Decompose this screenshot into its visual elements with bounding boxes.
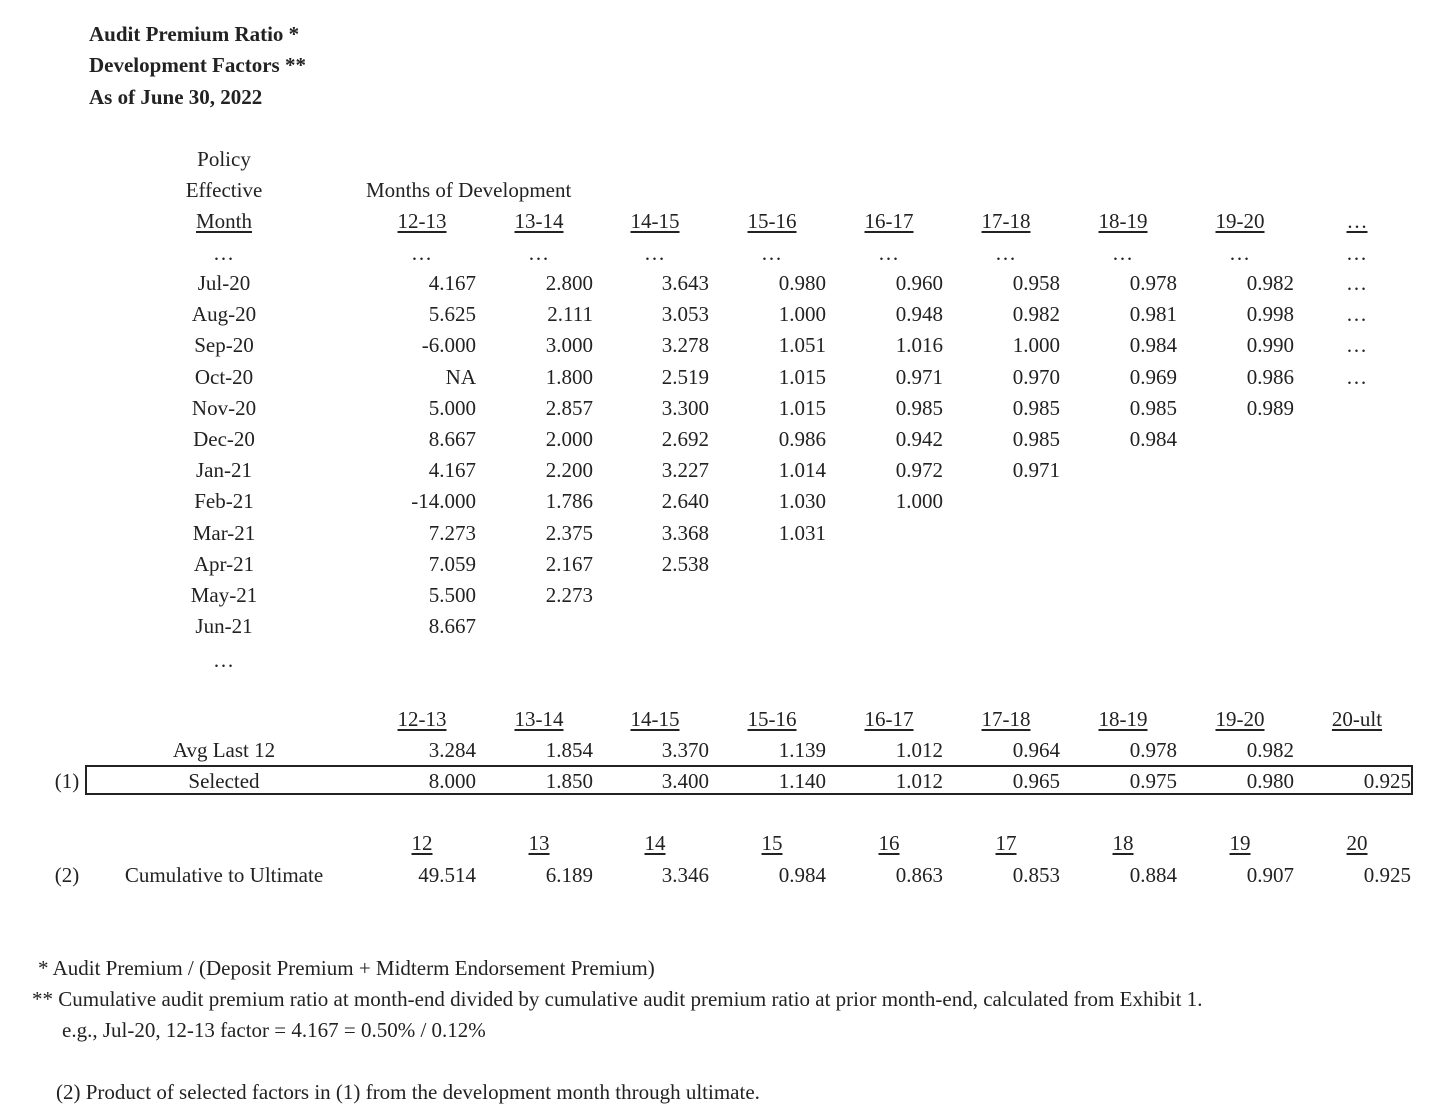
row-ellipsis-jul-20: … bbox=[1346, 271, 1368, 295]
row-ellipsis-aug-20: … bbox=[1346, 302, 1368, 327]
cell-aug-20-15-16: 1.000 bbox=[778, 302, 826, 327]
cumulative-column-header-17: 17 bbox=[995, 831, 1017, 855]
cumulative-column-header-20: 20 bbox=[1346, 831, 1368, 855]
column-header-19-20: 19-20 bbox=[1215, 209, 1265, 233]
avg-last-12-15-16: 1.139 bbox=[778, 738, 826, 762]
cell-jan-21-16-17: 0.972 bbox=[895, 458, 943, 483]
cell-jul-20-17-18: 0.958 bbox=[1012, 271, 1060, 295]
cumulative-row-marker: (2) bbox=[54, 863, 80, 887]
cumulative-column-header-18: 18 bbox=[1112, 831, 1134, 855]
selected-13-14: 1.850 bbox=[545, 769, 593, 793]
cell-nov-20-14-15: 3.300 bbox=[661, 395, 709, 420]
column-header-15-16: 15-16 bbox=[747, 209, 797, 233]
column-header-more: … bbox=[1346, 209, 1368, 233]
months-of-development-heading: Months of Development bbox=[366, 178, 572, 202]
cell-dec-20-14-15: 2.692 bbox=[661, 427, 709, 451]
avg-last-12-18-19: 0.978 bbox=[1129, 738, 1177, 762]
cell-mar-21-14-15: 3.368 bbox=[661, 520, 709, 545]
ellipsis-row-top-cell: … bbox=[644, 241, 666, 265]
cell-apr-21-14-15: 2.538 bbox=[661, 551, 709, 576]
cell-jul-20-13-14: 2.800 bbox=[545, 271, 593, 295]
avg-last-12-14-15: 3.370 bbox=[661, 738, 709, 762]
cell-jul-20-14-15: 3.643 bbox=[661, 271, 709, 295]
selected-14-15: 3.400 bbox=[661, 769, 709, 793]
cell-oct-20-18-19: 0.969 bbox=[1129, 364, 1177, 389]
avg-last-12-17-18: 0.964 bbox=[1012, 738, 1060, 762]
selected-17-18: 0.965 bbox=[1012, 769, 1060, 793]
cumulative-12: 49.514 bbox=[418, 863, 476, 887]
cell-nov-20-19-20: 0.989 bbox=[1246, 395, 1294, 420]
cell-dec-20-13-14: 2.000 bbox=[545, 427, 593, 451]
cell-jan-21-14-15: 3.227 bbox=[661, 458, 709, 483]
selected-16-17: 1.012 bbox=[895, 769, 943, 793]
title-line-2: Development Factors ** bbox=[89, 53, 306, 77]
cell-jan-21-17-18: 0.971 bbox=[1012, 458, 1060, 483]
footnote-cumulative: (2) Product of selected factors in (1) from the development month through ultimate. bbox=[56, 1080, 760, 1104]
cell-oct-20-14-15: 2.519 bbox=[661, 364, 709, 389]
ellipsis-row-top-cell: … bbox=[411, 241, 433, 265]
avg-last-12-label: Avg Last 12 bbox=[172, 738, 276, 762]
cell-aug-20-19-20: 0.998 bbox=[1246, 302, 1294, 327]
cumulative-19: 0.907 bbox=[1246, 863, 1294, 887]
cell-oct-20-12-13: NA bbox=[445, 364, 476, 389]
cell-nov-20-16-17: 0.985 bbox=[895, 395, 943, 420]
selected-20-ult: 0.925 bbox=[1363, 769, 1411, 793]
avg-last-12-19-20: 0.982 bbox=[1246, 738, 1294, 762]
cumulative-13: 6.189 bbox=[545, 863, 593, 887]
summary-column-header-15-16: 15-16 bbox=[747, 707, 797, 731]
cumulative-18: 0.884 bbox=[1129, 863, 1177, 887]
row-header-month: Month bbox=[195, 209, 253, 233]
summary-column-header-18-19: 18-19 bbox=[1098, 707, 1148, 731]
cumulative-column-header-15: 15 bbox=[761, 831, 783, 855]
cell-dec-20-18-19: 0.984 bbox=[1129, 427, 1177, 451]
summary-column-header-16-17: 16-17 bbox=[864, 707, 914, 731]
selected-row-marker: (1) bbox=[54, 769, 80, 793]
cell-sep-20-16-17: 1.016 bbox=[895, 333, 943, 358]
footnote-star: * Audit Premium / (Deposit Premium + Midterm Endorsement Premium) bbox=[38, 956, 655, 980]
cell-sep-20-18-19: 0.984 bbox=[1129, 333, 1177, 358]
cell-jul-20-15-16: 0.980 bbox=[778, 271, 826, 295]
cell-dec-20-15-16: 0.986 bbox=[778, 427, 826, 451]
selected-label: Selected bbox=[188, 769, 260, 793]
cell-sep-20-14-15: 3.278 bbox=[661, 333, 709, 358]
cumulative-15: 0.984 bbox=[778, 863, 826, 887]
cumulative-17: 0.853 bbox=[1012, 863, 1060, 887]
ellipsis-row-top-cell: … bbox=[761, 241, 783, 265]
row-label-jul-20: Jul-20 bbox=[197, 271, 251, 295]
summary-column-header-20-ult: 20-ult bbox=[1331, 707, 1383, 731]
row-label-nov-20: Nov-20 bbox=[191, 395, 257, 420]
cell-oct-20-16-17: 0.971 bbox=[895, 364, 943, 389]
avg-last-12-13-14: 1.854 bbox=[545, 738, 593, 762]
ellipsis-row-top-cell: … bbox=[995, 241, 1017, 265]
cell-mar-21-12-13: 7.273 bbox=[428, 520, 476, 545]
cumulative-14: 3.346 bbox=[661, 863, 709, 887]
cell-dec-20-12-13: 8.667 bbox=[428, 427, 476, 451]
cell-aug-20-12-13: 5.625 bbox=[428, 302, 476, 327]
row-ellipsis-oct-20: … bbox=[1346, 364, 1368, 389]
column-header-12-13: 12-13 bbox=[397, 209, 447, 233]
cell-sep-20-17-18: 1.000 bbox=[1012, 333, 1060, 358]
cell-mar-21-15-16: 1.031 bbox=[778, 520, 826, 545]
cell-nov-20-15-16: 1.015 bbox=[778, 395, 826, 420]
cell-nov-20-17-18: 0.985 bbox=[1012, 395, 1060, 420]
ellipsis-row-bottom-label: … bbox=[213, 648, 235, 672]
cell-feb-21-15-16: 1.030 bbox=[778, 489, 826, 514]
column-header-18-19: 18-19 bbox=[1098, 209, 1148, 233]
ellipsis-row-top-cell: … bbox=[1112, 241, 1134, 265]
cell-apr-21-13-14: 2.167 bbox=[545, 551, 593, 576]
avg-last-12-12-13: 3.284 bbox=[428, 738, 476, 762]
ellipsis-row-top-cell: … bbox=[1229, 241, 1251, 265]
cell-aug-20-17-18: 0.982 bbox=[1012, 302, 1060, 327]
cell-feb-21-16-17: 1.000 bbox=[895, 489, 943, 514]
title-line-3: As of June 30, 2022 bbox=[89, 85, 263, 109]
cell-apr-21-12-13: 7.059 bbox=[428, 551, 476, 576]
cell-sep-20-12-13: -6.000 bbox=[421, 333, 476, 358]
cell-dec-20-16-17: 0.942 bbox=[895, 427, 943, 451]
row-label-apr-21: Apr-21 bbox=[193, 551, 255, 576]
cell-feb-21-12-13: -14.000 bbox=[411, 489, 476, 514]
footnote-double-star: ** Cumulative audit premium ratio at month-end divided by cumulative audit premium ratio at prior month-end, calculated from Exhibit 1. bbox=[32, 987, 1203, 1011]
cell-jan-21-12-13: 4.167 bbox=[428, 458, 476, 483]
cumulative-16: 0.863 bbox=[895, 863, 943, 887]
row-label-oct-20: Oct-20 bbox=[194, 364, 254, 389]
footnote-example: e.g., Jul-20, 12-13 factor = 4.167 = 0.50% / 0.12% bbox=[62, 1018, 486, 1042]
selected-18-19: 0.975 bbox=[1129, 769, 1177, 793]
cell-feb-21-14-15: 2.640 bbox=[661, 489, 709, 514]
cell-oct-20-17-18: 0.970 bbox=[1012, 364, 1060, 389]
cumulative-column-header-19: 19 bbox=[1229, 831, 1251, 855]
selected-row-box bbox=[85, 765, 1413, 795]
summary-column-header-13-14: 13-14 bbox=[514, 707, 564, 731]
cell-aug-20-18-19: 0.981 bbox=[1129, 302, 1177, 327]
cumulative-column-header-16: 16 bbox=[878, 831, 900, 855]
row-label-mar-21: Mar-21 bbox=[192, 520, 256, 545]
cumulative-column-header-12: 12 bbox=[411, 831, 433, 855]
cell-aug-20-14-15: 3.053 bbox=[661, 302, 709, 327]
row-label-sep-20: Sep-20 bbox=[194, 333, 254, 358]
cell-aug-20-16-17: 0.948 bbox=[895, 302, 943, 327]
row-header-effective: Effective bbox=[185, 178, 263, 202]
column-header-14-15: 14-15 bbox=[630, 209, 680, 233]
cell-sep-20-13-14: 3.000 bbox=[545, 333, 593, 358]
selected-19-20: 0.980 bbox=[1246, 769, 1294, 793]
row-label-aug-20: Aug-20 bbox=[191, 302, 257, 327]
cumulative-20: 0.925 bbox=[1363, 863, 1411, 887]
row-ellipsis-sep-20: … bbox=[1346, 333, 1368, 358]
cell-nov-20-12-13: 5.000 bbox=[428, 395, 476, 420]
summary-column-header-17-18: 17-18 bbox=[981, 707, 1031, 731]
ellipsis-row-top-cell: … bbox=[1346, 241, 1368, 265]
cell-feb-21-13-14: 1.786 bbox=[545, 489, 593, 514]
cell-oct-20-15-16: 1.015 bbox=[778, 364, 826, 389]
title-line-1: Audit Premium Ratio * bbox=[89, 22, 300, 46]
cell-mar-21-13-14: 2.375 bbox=[545, 520, 593, 545]
cumulative-column-header-13: 13 bbox=[528, 831, 550, 855]
cell-sep-20-15-16: 1.051 bbox=[778, 333, 826, 358]
row-header-policy: Policy bbox=[197, 147, 251, 171]
cell-may-21-13-14: 2.273 bbox=[545, 583, 593, 607]
cell-jan-21-15-16: 1.014 bbox=[778, 458, 826, 483]
row-label-jun-21: Jun-21 bbox=[195, 614, 253, 639]
row-label-jan-21: Jan-21 bbox=[196, 458, 252, 483]
cell-aug-20-13-14: 2.111 bbox=[547, 302, 593, 327]
summary-column-header-12-13: 12-13 bbox=[397, 707, 447, 731]
avg-last-12-16-17: 1.012 bbox=[895, 738, 943, 762]
cell-oct-20-13-14: 1.800 bbox=[545, 364, 593, 389]
cell-sep-20-19-20: 0.990 bbox=[1246, 333, 1294, 358]
summary-column-header-19-20: 19-20 bbox=[1215, 707, 1265, 731]
column-header-16-17: 16-17 bbox=[864, 209, 914, 233]
selected-15-16: 1.140 bbox=[778, 769, 826, 793]
cell-jul-20-16-17: 0.960 bbox=[895, 271, 943, 295]
row-label-may-21: May-21 bbox=[190, 583, 258, 607]
ellipsis-row-top-label: … bbox=[213, 241, 235, 265]
cell-nov-20-18-19: 0.985 bbox=[1129, 395, 1177, 420]
column-header-17-18: 17-18 bbox=[981, 209, 1031, 233]
cell-nov-20-13-14: 2.857 bbox=[545, 395, 593, 420]
cell-jul-20-19-20: 0.982 bbox=[1246, 271, 1294, 295]
cell-oct-20-19-20: 0.986 bbox=[1246, 364, 1294, 389]
cell-may-21-12-13: 5.500 bbox=[428, 583, 476, 607]
ellipsis-row-top-cell: … bbox=[528, 241, 550, 265]
row-label-dec-20: Dec-20 bbox=[193, 427, 255, 451]
cell-jan-21-13-14: 2.200 bbox=[545, 458, 593, 483]
summary-column-header-14-15: 14-15 bbox=[630, 707, 680, 731]
cell-jul-20-18-19: 0.978 bbox=[1129, 271, 1177, 295]
row-label-feb-21: Feb-21 bbox=[194, 489, 254, 514]
cell-jun-21-12-13: 8.667 bbox=[428, 614, 476, 639]
ellipsis-row-top-cell: … bbox=[878, 241, 900, 265]
cumulative-label: Cumulative to Ultimate bbox=[124, 863, 324, 887]
cumulative-column-header-14: 14 bbox=[644, 831, 666, 855]
column-header-13-14: 13-14 bbox=[514, 209, 564, 233]
cell-jul-20-12-13: 4.167 bbox=[428, 271, 476, 295]
selected-12-13: 8.000 bbox=[428, 769, 476, 793]
cell-dec-20-17-18: 0.985 bbox=[1012, 427, 1060, 451]
